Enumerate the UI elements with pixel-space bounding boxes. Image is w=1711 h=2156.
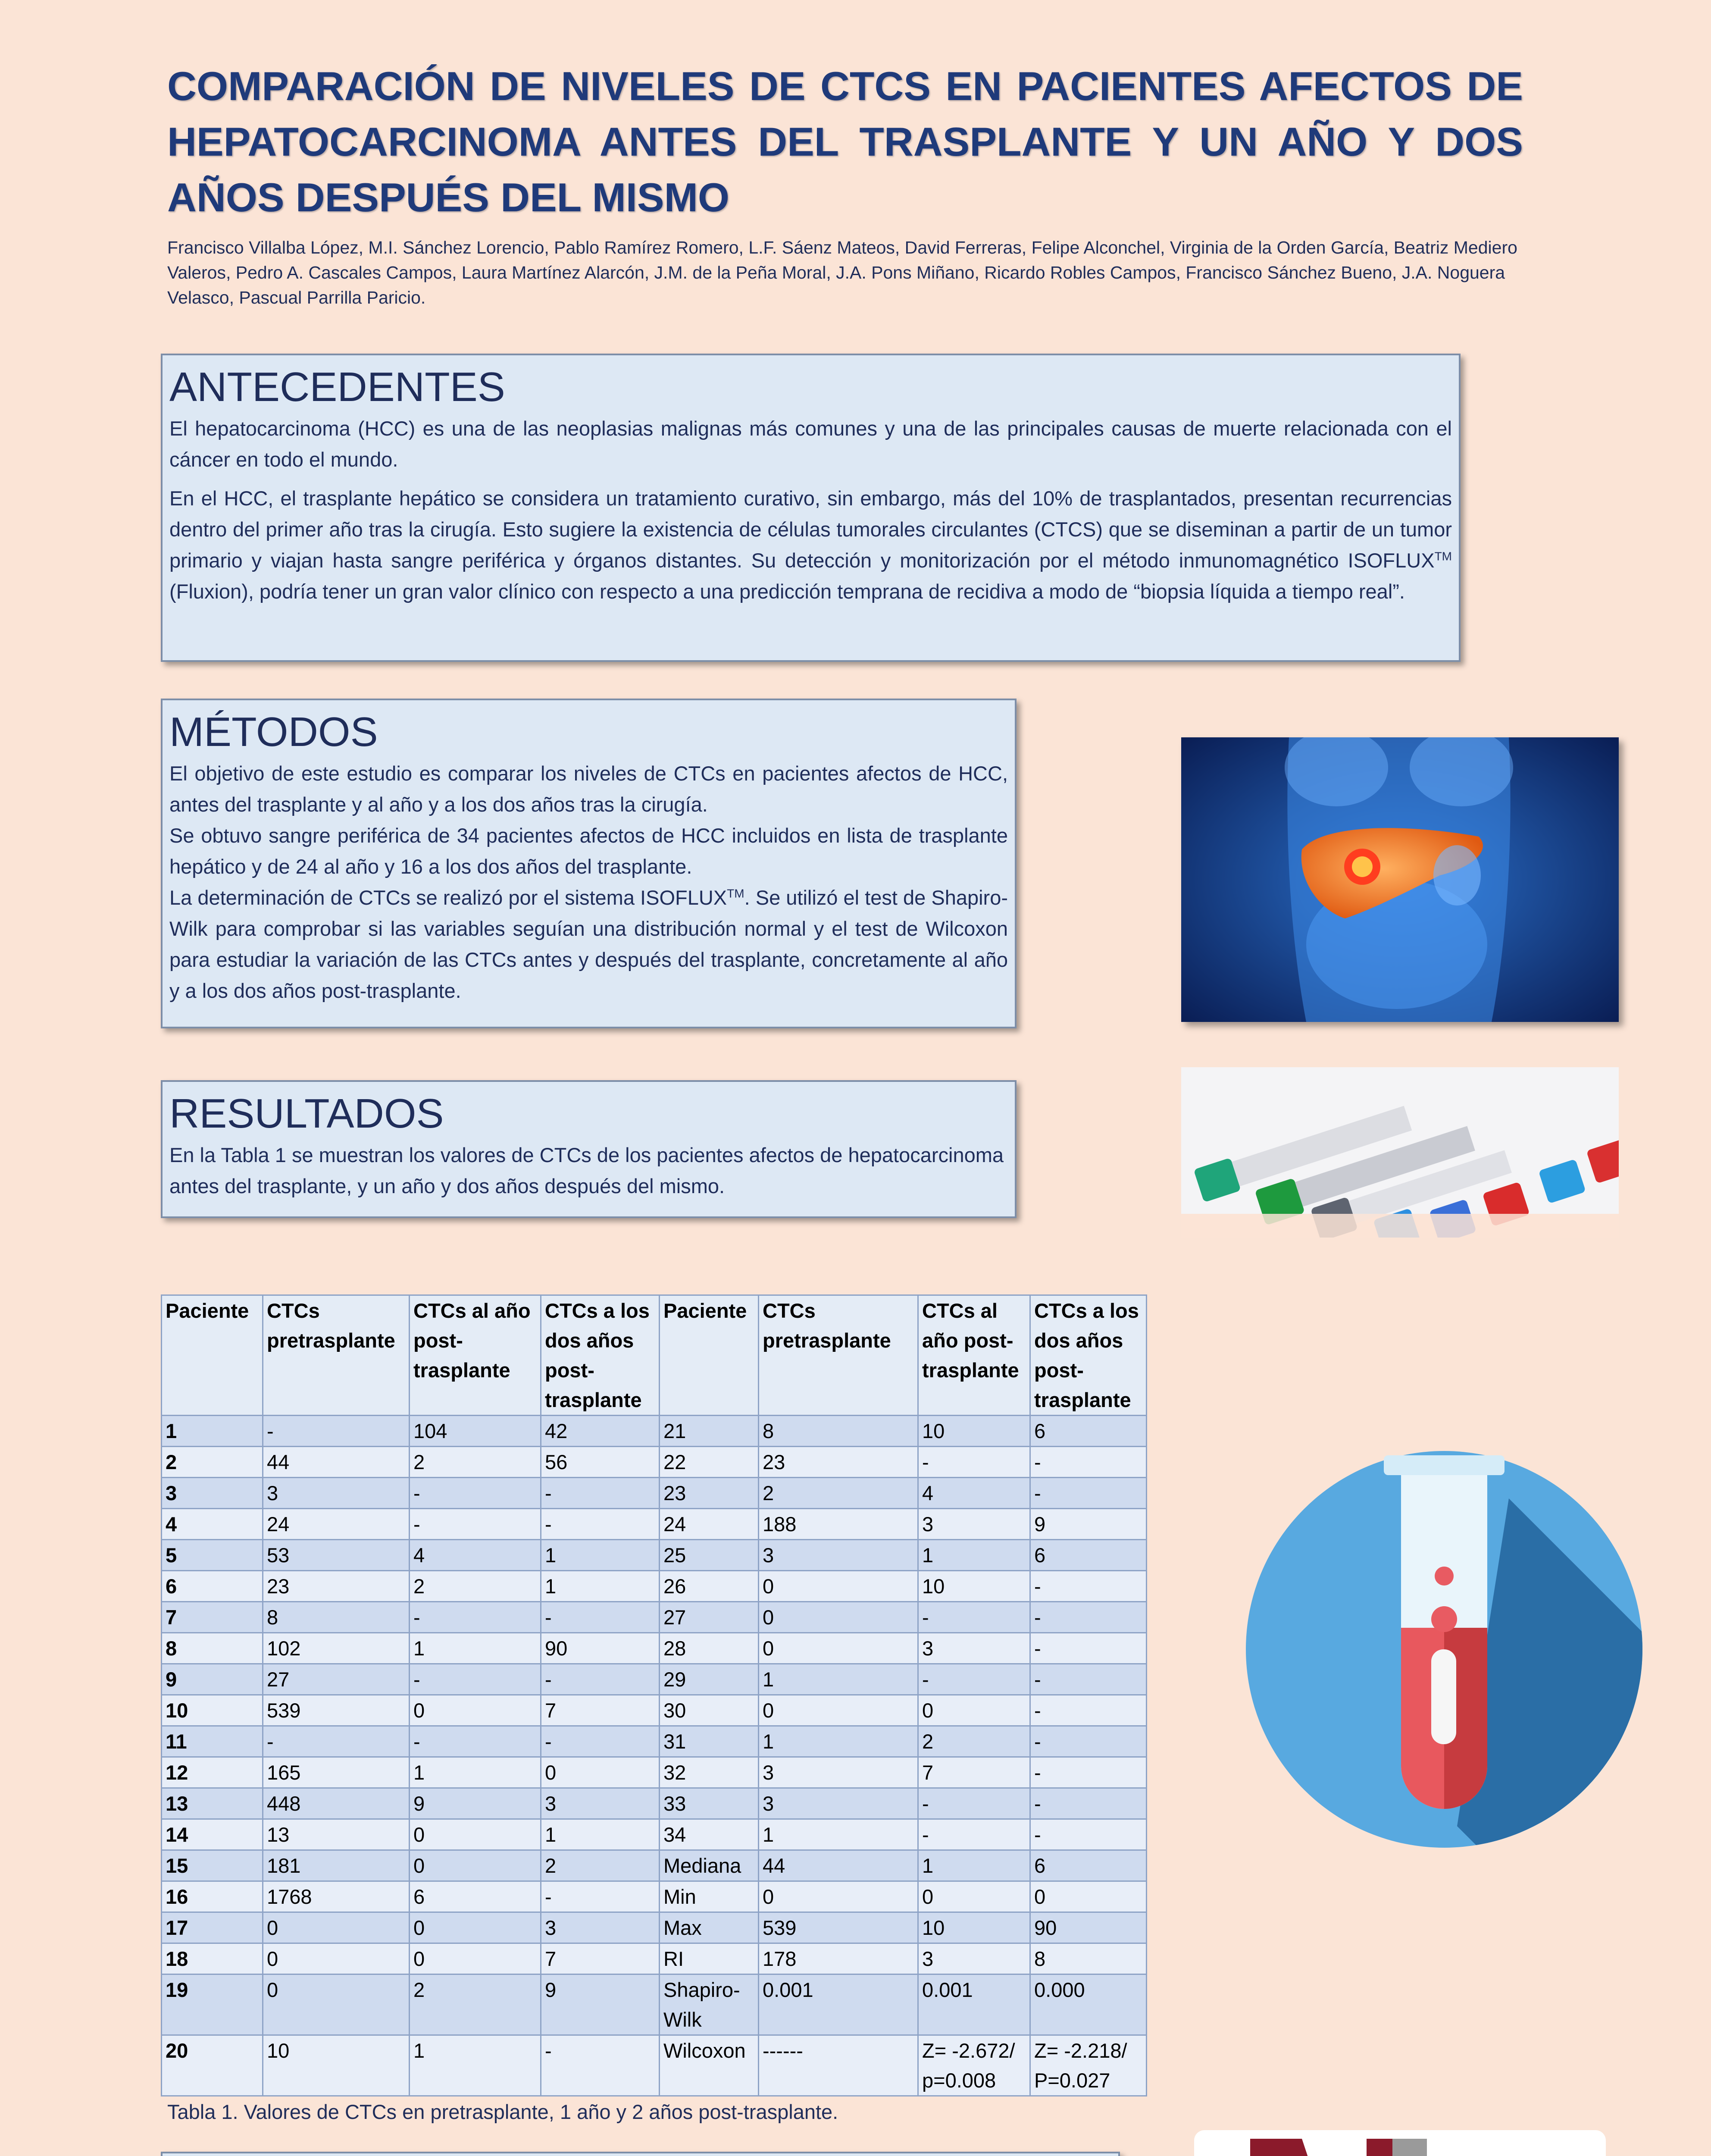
table-cell: 1 (541, 1540, 660, 1571)
table-cell: 102 (263, 1633, 410, 1664)
table-cell: 26 (660, 1571, 759, 1602)
table-cell: 33 (660, 1788, 759, 1819)
table-cell: Wilcoxon (660, 2035, 759, 2096)
table-cell: 0 (263, 1943, 410, 1974)
table-cell: 1 (541, 1819, 660, 1850)
antecedentes-text-a: En el HCC, el trasplante hepático se considera un tratamiento curativo, sin embargo, más del 10% de trasplantados, presentan recurrencias dentro del primer año tras la cirugía. Esto sugiere la existencia de células tumorales circulantes (CTCS) que se diseminan a partir de un tumor primario y viajan hasta sangre periférica y órganos distantes. Su detección y monitorización por el método inmunomagnético ISOFLUX (169, 487, 1452, 572)
antecedentes-text-b: (Fluxion), podría tener un gran valor clínico con respecto a una predicción temprana de recidiva a modo de “biopsia líquida a tiempo real”. (169, 580, 1405, 603)
table-cell: 23 (263, 1571, 410, 1602)
table-cell: - (1030, 1633, 1147, 1664)
table-cell: 0 (410, 1819, 541, 1850)
metodos-section (161, 699, 1017, 1028)
table-cell: 4 (410, 1540, 541, 1571)
header-cell: CTCs al año post-trasplante (410, 1295, 541, 1416)
table-row (162, 2035, 1147, 2096)
table-row (162, 1478, 1147, 1509)
table-cell: 1 (759, 1819, 918, 1850)
table-cell: 9 (541, 1974, 660, 2035)
table-row (162, 1943, 1147, 1974)
table-cell: 27 (660, 1602, 759, 1633)
table-cell: 4 (162, 1509, 263, 1540)
table-cell: 8 (263, 1602, 410, 1633)
table-cell: 30 (660, 1695, 759, 1726)
table-cell: RI (660, 1943, 759, 1974)
table-cell: Shapiro-Wilk (660, 1974, 759, 2035)
table-cell: 7 (541, 1943, 660, 1974)
table-cell: 23 (759, 1447, 918, 1478)
table-cell: 539 (263, 1695, 410, 1726)
table-cell: - (1030, 1726, 1147, 1757)
table-cell: 2 (541, 1850, 660, 1881)
table-row (162, 1602, 1147, 1633)
resultados-paragraph: En la Tabla 1 se muestran los valores de CTCs de los pacientes afectos de hepatocarcinoma antes del trasplante, y un año y dos años después del mismo. (169, 1144, 1004, 1197)
table-cell: 9 (1030, 1509, 1147, 1540)
table-cell: 25 (660, 1540, 759, 1571)
table-cell: Max (660, 1912, 759, 1943)
table-cell: 0 (410, 1850, 541, 1881)
table-cell: 0.001 (759, 1974, 918, 2035)
table-cell: 3 (263, 1478, 410, 1509)
table-body (162, 1416, 1147, 2096)
antecedentes-paragraph-2 (169, 483, 1452, 607)
table-cell: 2 (918, 1726, 1030, 1757)
table-cell: Min (660, 1881, 759, 1912)
table-cell: 1 (918, 1540, 1030, 1571)
author-list: Francisco Villalba López, M.I. Sánchez Lorencio, Pablo Ramírez Romero, L.F. Sáenz Mateos, David Ferreras, Felipe Alconchel, Virginia de la Orden García, Beatriz Mediero Valeros, Pedro A. Cascales Campos, Laura Martínez Alarcón, J.M. de la Peña Moral, J.A. Pons Miñano, Ricardo Robles Campos, Francisco Sánchez Bueno, J.A. Noguera Velasco, Pascual Parrilla Paricio. (167, 238, 1517, 307)
metodos-paragraph-3 (169, 882, 1008, 1006)
table-cell: ------ (759, 2035, 918, 2096)
table-cell: 6 (1030, 1540, 1147, 1571)
table-cell: 0 (263, 1974, 410, 2035)
table-cell: 16 (162, 1881, 263, 1912)
table-cell: 3 (918, 1633, 1030, 1664)
table-cell: 0 (759, 1602, 918, 1633)
table-cell: 188 (759, 1509, 918, 1540)
header-cell: CTCs al año post-trasplante (918, 1295, 1030, 1416)
table-cell: 0 (541, 1757, 660, 1788)
table-cell: 165 (263, 1757, 410, 1788)
table-cell: 2 (410, 1974, 541, 2035)
table-cell: - (541, 1509, 660, 1540)
table-cell: 44 (263, 1447, 410, 1478)
table-cell: 0 (759, 1881, 918, 1912)
table-cell: 53 (263, 1540, 410, 1571)
test-tube-icon (1242, 1447, 1647, 1852)
table-cell: 10 (918, 1912, 1030, 1943)
table-cell: - (263, 1726, 410, 1757)
table-cell: 6 (1030, 1416, 1147, 1447)
table-cell: 7 (162, 1602, 263, 1633)
table-cell: 0 (410, 1912, 541, 1943)
table-cell: 2 (759, 1478, 918, 1509)
table-cell: 3 (541, 1912, 660, 1943)
table-cell: 2 (410, 1447, 541, 1478)
table-cell: 10 (918, 1571, 1030, 1602)
table-cell: - (1030, 1819, 1147, 1850)
table-cell: - (918, 1664, 1030, 1695)
table-cell: 34 (660, 1819, 759, 1850)
header-cell: CTCs pretrasplante (263, 1295, 410, 1416)
table-row (162, 1881, 1147, 1912)
table-cell: 1 (410, 2035, 541, 2096)
table-header-row (162, 1295, 1147, 1416)
metodos-text-b: . Se utilizó el test de Shapiro-Wilk para comprobar si las variables seguían una distribución normal y el test de Wilcoxon para estudiar la variación de las CTCs antes y después del trasplante, concretamente al año y a los dos años post-trasplante. (169, 886, 1008, 1002)
area-murcia-oeste-logo (1194, 2130, 1606, 2156)
table-cell: 3 (918, 1509, 1030, 1540)
table-cell: 0.000 (1030, 1974, 1147, 2035)
table-cell: 0 (410, 1943, 541, 1974)
table-cell: 1 (410, 1757, 541, 1788)
table-cell: 20 (162, 2035, 263, 2096)
table-cell: 104 (410, 1416, 541, 1447)
table-row (162, 1447, 1147, 1478)
table-cell: 31 (660, 1726, 759, 1757)
header-cell: CTCs pretrasplante (759, 1295, 918, 1416)
table-cell: 7 (541, 1695, 660, 1726)
table-cell: 0 (918, 1695, 1030, 1726)
table-cell: 8 (1030, 1943, 1147, 1974)
table-cell: - (410, 1726, 541, 1757)
table-cell: 0 (1030, 1881, 1147, 1912)
table-cell: - (541, 1478, 660, 1509)
table-cell: 5 (162, 1540, 263, 1571)
antecedentes-section (161, 354, 1461, 662)
table-cell: - (1030, 1664, 1147, 1695)
antecedentes-paragraph-1: El hepatocarcinoma (HCC) es una de las neoplasias malignas más comunes y una de las principales causas de muerte relacionada con el cáncer en todo el mundo. (169, 417, 1452, 471)
table-cell: 1 (541, 1571, 660, 1602)
table-cell: - (918, 1447, 1030, 1478)
table-cell: - (541, 1726, 660, 1757)
table-row (162, 1726, 1147, 1757)
table-cell: 90 (541, 1633, 660, 1664)
table-cell: - (410, 1509, 541, 1540)
table-row (162, 1416, 1147, 1447)
table-cell: 1 (759, 1664, 918, 1695)
resultados-section (161, 1080, 1017, 1218)
table-cell: 32 (660, 1757, 759, 1788)
table-cell: 21 (660, 1416, 759, 1447)
table-cell: - (1030, 1757, 1147, 1788)
table-cell: 9 (162, 1664, 263, 1695)
table-cell: 0 (918, 1881, 1030, 1912)
table-cell: 24 (263, 1509, 410, 1540)
table-row (162, 1850, 1147, 1881)
table-cell: 1 (410, 1633, 541, 1664)
table-cell: 0 (759, 1633, 918, 1664)
table-cell: 539 (759, 1912, 918, 1943)
table-cell: 27 (263, 1664, 410, 1695)
table-cell: 1 (162, 1416, 263, 1447)
table-cell: 42 (541, 1416, 660, 1447)
table-cell: 0 (410, 1695, 541, 1726)
table-cell: 18 (162, 1943, 263, 1974)
header-cell: CTCs a los dos años post-trasplante (541, 1295, 660, 1416)
table-cell: Mediana (660, 1850, 759, 1881)
table-cell: - (541, 1881, 660, 1912)
table-cell: 9 (410, 1788, 541, 1819)
table-cell: - (410, 1602, 541, 1633)
table-cell: 23 (660, 1478, 759, 1509)
table-cell: - (918, 1819, 1030, 1850)
table-cell: 24 (660, 1509, 759, 1540)
table-cell: 8 (162, 1633, 263, 1664)
table-cell: 2 (410, 1571, 541, 1602)
table-cell: - (918, 1788, 1030, 1819)
table-cell: 4 (918, 1478, 1030, 1509)
table-cell: 0 (759, 1571, 918, 1602)
table-cell: 44 (759, 1850, 918, 1881)
table-caption: Tabla 1. Valores de CTCs en pretrasplante, 1 año y 2 años post-trasplante. (167, 2100, 838, 2123)
table-cell: 3 (918, 1943, 1030, 1974)
metodos-heading: MÉTODOS (169, 709, 378, 755)
header-cell: Paciente (162, 1295, 263, 1416)
table-cell: 13 (263, 1819, 410, 1850)
header-cell: CTCs a los dos años post-trasplante (1030, 1295, 1147, 1416)
table-cell: 3 (759, 1540, 918, 1571)
table-row (162, 1571, 1147, 1602)
table-cell: 3 (759, 1788, 918, 1819)
table-cell: 0.001 (918, 1974, 1030, 2035)
table-row (162, 1695, 1147, 1726)
table-cell: 8 (759, 1416, 918, 1447)
table-cell: 1 (759, 1726, 918, 1757)
table-cell: - (263, 1416, 410, 1447)
metodos-text-a: La determinación de CTCs se realizó por el sistema ISOFLUX (169, 886, 727, 909)
table-cell: 15 (162, 1850, 263, 1881)
table-row (162, 1912, 1147, 1943)
table-cell: 10 (162, 1695, 263, 1726)
table-cell: - (541, 1664, 660, 1695)
table-cell: 11 (162, 1726, 263, 1757)
table-cell: - (541, 2035, 660, 2096)
table-cell: - (1030, 1695, 1147, 1726)
table-cell: 0 (759, 1695, 918, 1726)
table-cell: 1768 (263, 1881, 410, 1912)
table-cell: 13 (162, 1788, 263, 1819)
trademark-sup: TM (727, 887, 744, 900)
table-cell: 1 (918, 1850, 1030, 1881)
table-cell: 7 (918, 1757, 1030, 1788)
table-cell: 6 (410, 1881, 541, 1912)
blood-tubes-photo (1181, 1067, 1619, 1238)
table-cell: 0 (263, 1912, 410, 1943)
trademark-sup: TM (1434, 549, 1452, 563)
liver-illustration (1181, 737, 1619, 1022)
table-cell: - (1030, 1478, 1147, 1509)
table-cell: 17 (162, 1912, 263, 1943)
table-cell: 90 (1030, 1912, 1147, 1943)
table-cell: 6 (1030, 1850, 1147, 1881)
resultados-heading: RESULTADOS (169, 1091, 444, 1137)
ctc-data-table (161, 1294, 1147, 2096)
table-row (162, 1664, 1147, 1695)
table-cell: 448 (263, 1788, 410, 1819)
poster-title: COMPARACIÓN DE NIVELES DE CTCS EN PACIENTES AFECTOS DE HEPATOCARCINOMA ANTES DEL TRASPLANTE Y UN AÑO Y DOS AÑOS DESPUÉS DEL MISMO (167, 63, 1523, 220)
table-cell: 29 (660, 1664, 759, 1695)
table-cell: - (918, 1602, 1030, 1633)
metodos-paragraph-1: El objetivo de este estudio es comparar los niveles de CTCs en pacientes afectos de HCC, antes del trasplante y al año y a los dos años tras la cirugía. (169, 762, 1008, 816)
table-row (162, 1633, 1147, 1664)
table-cell: 2 (162, 1447, 263, 1478)
table-cell: 178 (759, 1943, 918, 1974)
table-cell: - (410, 1664, 541, 1695)
table-cell: - (1030, 1788, 1147, 1819)
table-cell: 14 (162, 1819, 263, 1850)
table-cell: - (1030, 1602, 1147, 1633)
table-row (162, 1788, 1147, 1819)
conclusiones-section (161, 2152, 1120, 2156)
table-row (162, 1974, 1147, 2035)
table-cell: 181 (263, 1850, 410, 1881)
table-cell: - (1030, 1571, 1147, 1602)
table-cell: 10 (263, 2035, 410, 2096)
antecedentes-heading: ANTECEDENTES (169, 364, 505, 410)
table-cell: 3 (541, 1788, 660, 1819)
table-row (162, 1540, 1147, 1571)
table-row (162, 1819, 1147, 1850)
table-cell: 19 (162, 1974, 263, 2035)
table-cell: Z= -2.672/ p=0.008 (918, 2035, 1030, 2096)
table-row (162, 1757, 1147, 1788)
table-cell: 3 (162, 1478, 263, 1509)
header-cell: Paciente (660, 1295, 759, 1416)
table-cell: - (410, 1478, 541, 1509)
metodos-paragraph-2: Se obtuvo sangre periférica de 34 pacientes afectos de HCC incluidos en lista de trasplante hepático y de 24 al año y 16 a los dos años del trasplante. (169, 824, 1008, 878)
table-cell: 6 (162, 1571, 263, 1602)
table-cell: 28 (660, 1633, 759, 1664)
table-cell: 56 (541, 1447, 660, 1478)
table-cell: 12 (162, 1757, 263, 1788)
table-cell: 3 (759, 1757, 918, 1788)
table-cell: 10 (918, 1416, 1030, 1447)
table-row (162, 1509, 1147, 1540)
table-cell: 22 (660, 1447, 759, 1478)
table-cell: Z= -2.218/ P=0.027 (1030, 2035, 1147, 2096)
table-cell: - (541, 1602, 660, 1633)
table-cell: - (1030, 1447, 1147, 1478)
